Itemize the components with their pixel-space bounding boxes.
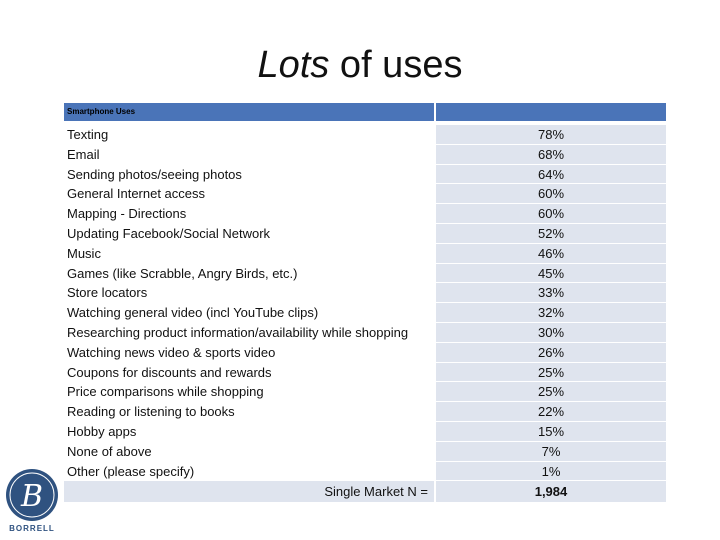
row-label: Other (please specify) bbox=[64, 462, 436, 481]
table-row bbox=[64, 343, 666, 363]
table-row bbox=[64, 303, 666, 323]
row-value: 45% bbox=[436, 264, 666, 283]
row-label: Watching general video (incl YouTube clips) bbox=[64, 303, 436, 322]
row-label: Price comparisons while shopping bbox=[64, 382, 436, 401]
row-label: Sending photos/seeing photos bbox=[64, 165, 436, 184]
row-label: Mapping - Directions bbox=[64, 204, 436, 223]
row-value: 46% bbox=[436, 244, 666, 263]
row-label: Store locators bbox=[64, 283, 436, 302]
table-row bbox=[64, 204, 666, 224]
table-row bbox=[64, 402, 666, 422]
row-value: 33% bbox=[436, 283, 666, 302]
row-label: Music bbox=[64, 244, 436, 263]
row-value: 64% bbox=[436, 165, 666, 184]
table-row bbox=[64, 184, 666, 204]
row-value: 25% bbox=[436, 382, 666, 401]
row-label: Researching product information/availability while shopping bbox=[64, 323, 436, 342]
table-row bbox=[64, 442, 666, 462]
row-value: 60% bbox=[436, 204, 666, 223]
row-label: Coupons for discounts and rewards bbox=[64, 363, 436, 382]
slide-title bbox=[0, 44, 720, 87]
logo-icon bbox=[4, 466, 60, 524]
table-row bbox=[64, 165, 666, 185]
row-label: Games (like Scrabble, Angry Birds, etc.) bbox=[64, 264, 436, 283]
table-row bbox=[64, 283, 666, 303]
table-row bbox=[64, 462, 666, 482]
table-footer-row bbox=[64, 481, 666, 503]
table-row bbox=[64, 125, 666, 145]
row-value: 22% bbox=[436, 402, 666, 421]
row-value: 25% bbox=[436, 363, 666, 382]
row-value: 26% bbox=[436, 343, 666, 362]
row-label: General Internet access bbox=[64, 184, 436, 203]
table-row bbox=[64, 323, 666, 343]
row-value: 30% bbox=[436, 323, 666, 342]
row-value: 7% bbox=[436, 442, 666, 461]
table-body bbox=[64, 125, 666, 481]
row-label: Watching news video & sports video bbox=[64, 343, 436, 362]
table-row bbox=[64, 145, 666, 165]
table-row bbox=[64, 422, 666, 442]
row-label: Texting bbox=[64, 125, 436, 144]
row-value: 32% bbox=[436, 303, 666, 322]
title-rest: of uses bbox=[329, 44, 463, 86]
header-value bbox=[436, 103, 666, 121]
row-value: 78% bbox=[436, 125, 666, 144]
table-row bbox=[64, 264, 666, 284]
footer-value: 1,984 bbox=[436, 481, 666, 502]
table-row bbox=[64, 244, 666, 264]
uses-table bbox=[64, 103, 666, 503]
logo-letter: B bbox=[20, 479, 44, 514]
borrell-logo bbox=[4, 466, 60, 536]
table-row bbox=[64, 363, 666, 383]
row-value: 1% bbox=[436, 462, 666, 481]
table-row bbox=[64, 224, 666, 244]
row-value: 15% bbox=[436, 422, 666, 441]
table-row bbox=[64, 382, 666, 402]
table-header bbox=[64, 103, 666, 121]
row-value: 68% bbox=[436, 145, 666, 164]
row-label: Reading or listening to books bbox=[64, 402, 436, 421]
row-label: Updating Facebook/Social Network bbox=[64, 224, 436, 243]
row-value: 52% bbox=[436, 224, 666, 243]
header-label: Smartphone Uses bbox=[64, 103, 436, 121]
row-label: None of above bbox=[64, 442, 436, 461]
row-value: 60% bbox=[436, 184, 666, 203]
title-italic: Lots bbox=[257, 44, 330, 86]
row-label: Email bbox=[64, 145, 436, 164]
footer-label: Single Market N = bbox=[64, 481, 436, 502]
logo-text: BORRELL bbox=[9, 524, 55, 533]
row-label: Hobby apps bbox=[64, 422, 436, 441]
